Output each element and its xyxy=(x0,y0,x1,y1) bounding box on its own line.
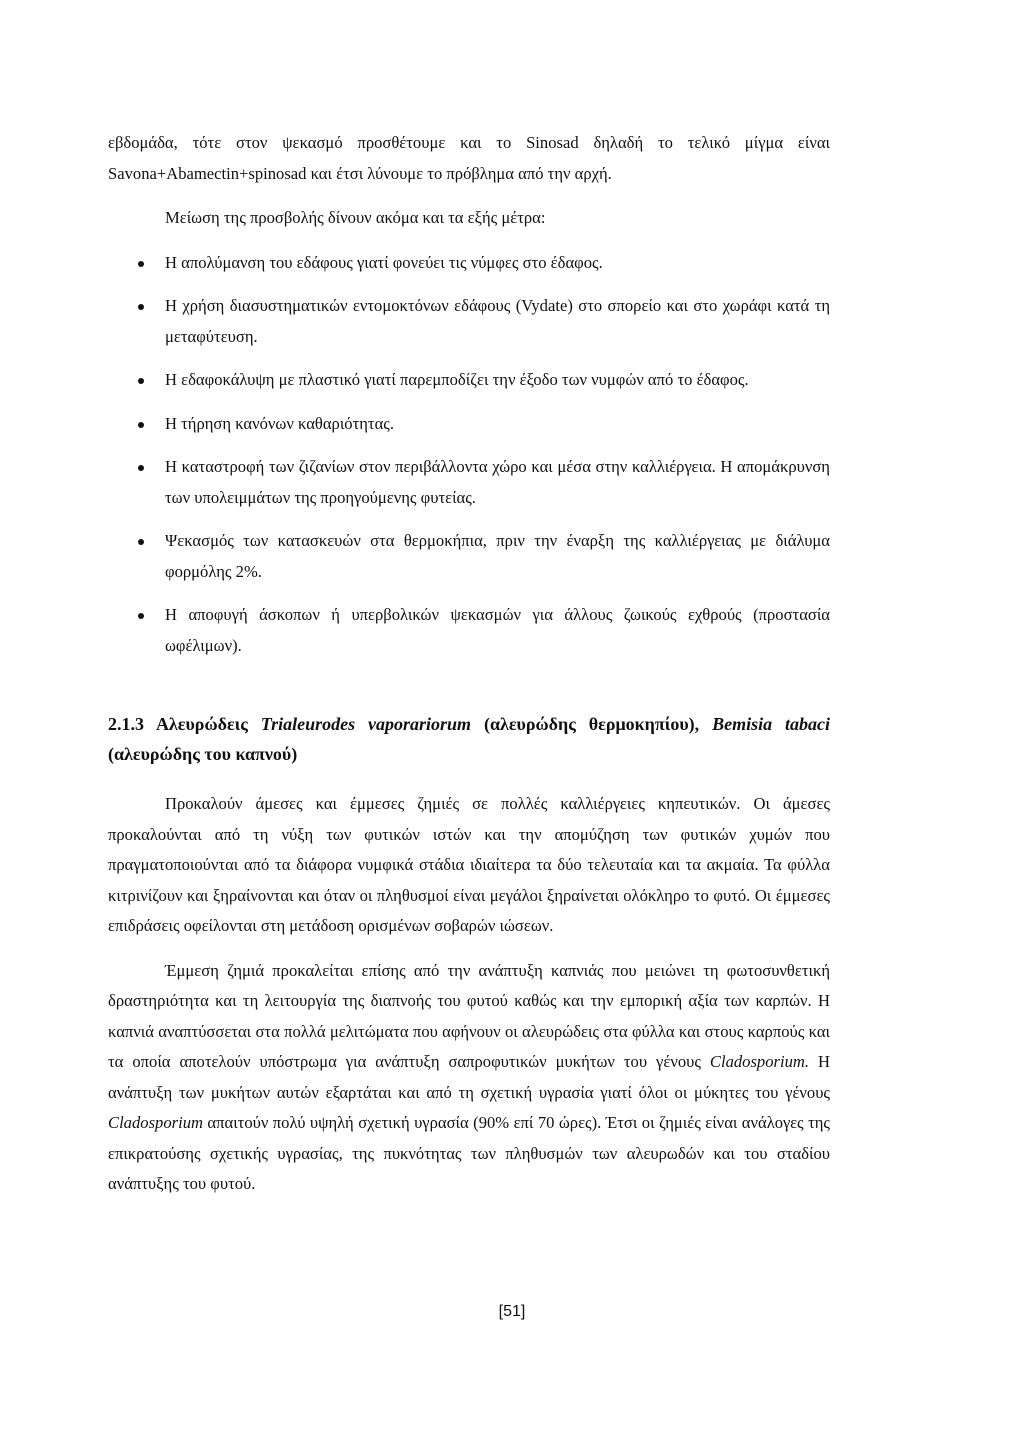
measures-list xyxy=(108,248,830,662)
bullet-icon xyxy=(138,422,144,428)
measure-item xyxy=(108,452,830,513)
species-name-2: Bemisia tabaci xyxy=(712,714,831,734)
common-name-1: (αλευρώδης θερμοκηπίου), xyxy=(483,714,700,734)
bullet-icon xyxy=(138,613,144,619)
bullet-icon xyxy=(138,378,144,384)
document-page xyxy=(108,128,830,1200)
paragraph-text: απαιτούν πολύ υψηλή σχετική υγρασία (90% επί 70 ώρες). Έτσι οι ζημιές είναι ανάλογες της επικρατούσης σχετικής υγρασίας, της πυκνότητας των πληθυσμών των αλευρωδών και του σταδίου ανάπτυξης του φυτού. xyxy=(108,1113,830,1193)
measure-text: Η καταστροφή των ζιζανίων στον περιβάλλοντα χώρο και μέσα στην καλλιέργεια. Η απομάκρυνση των υπολειμμάτων της προηγούμενης φυτείας. xyxy=(165,457,830,507)
section-title: Αλευρώδεις xyxy=(155,714,248,734)
intro-continuation: εβδομάδα, τότε στον ψεκασμό προσθέτουμε και το Sinosad δηλαδή το τελικό μίγμα είναι Savona+Abamectin+spinosad και έτσι λύνουμε το πρόβλημα από την αρχή. xyxy=(108,133,830,183)
measure-item xyxy=(108,409,830,440)
paragraph-text: Έμμεση ζημιά προκαλείται επίσης από την ανάπτυξη καπνιάς που μειώνει τη φωτοσυνθετική δραστηριότητα και τη λειτουργία της διαπνοής του φυτού καθώς και την εμπορική αξία των καρπών. Η καπνιά αναπτύσσεται στα πολλά μελιτώματα που αφήνουν οι αλευρώδεις στα φύλλα και στους καρπούς και τα οποία αποτελούν υπόστρωμα για ανάπτυξη σαπροφυτικών μυκήτων του γένους xyxy=(108,960,830,1071)
measure-item xyxy=(108,248,830,279)
genus-name: Cladosporium. xyxy=(709,1052,810,1071)
measure-text: Η εδαφοκάλυψη με πλαστικό γιατί παρεμποδίζει την έξοδο των νυμφών από το έδαφος. xyxy=(165,370,749,389)
page-number: [51] xyxy=(498,1303,526,1320)
measure-text: Η απολύμανση του εδάφους γιατί φονεύει τις νύμφες στο έδαφος. xyxy=(165,252,603,272)
section-number: 2.1.3 xyxy=(108,714,144,734)
paragraph-damage: Προκαλούν άμεσες και έμμεσες ζημιές σε πολλές καλλιέργειες κηπευτικών. Οι άμεσες προκαλούνται από τη νύξη των φυτικών ιστών και την απομύζηση των φυτικών χυμών που πραγματοποιούνται από τα διάφορα νυμφικά στάδια ιδιαίτερα τα δύο τελευταία και τα ακμαία. Τα φύλλα κιτρινίζουν και ξηραίνονται και όταν οι πληθυσμοί είναι μεγάλοι ξηραίνεται ολόκληρο το φυτό. Οι έμμεσες επιδράσεις οφείλονται στη μετάδοση ορισμένων σοβαρών ιώσεων. xyxy=(108,794,830,935)
paragraph-text: Η ανάπτυξη των μυκήτων αυτών εξαρτάται και από τη σχετική υγρασία γιατί όλοι οι μύκητες του γένους xyxy=(108,1052,830,1102)
measures-intro: Μείωση της προσβολής δίνουν ακόμα και τα εξής μέτρα: xyxy=(165,208,546,227)
measure-text: Η χρήση διασυστηματικών εντομοκτόνων εδάφους (Vydate) στο σπορείο και στο χωράφι κατά τη μεταφύτευση. xyxy=(165,296,830,346)
section-heading xyxy=(108,709,830,769)
bullet-icon xyxy=(138,539,144,545)
measure-text: Η τήρηση κανόνων καθαριότητας. xyxy=(165,413,395,433)
bullet-icon xyxy=(138,304,144,310)
measure-item xyxy=(108,291,830,352)
paragraph-sooty-mold xyxy=(108,956,830,1200)
measure-item xyxy=(108,365,830,396)
measure-text: Η αποφυγή άσκοπων ή υπερβολικών ψεκασμών για άλλους ζωικούς εχθρούς (προστασία ωφέλιμων). xyxy=(165,605,830,655)
common-name-2: (αλευρώδης του καπνού) xyxy=(108,744,298,764)
measure-item xyxy=(108,600,830,661)
bullet-icon xyxy=(138,261,144,267)
measure-text: Ψεκασμός των κατασκευών στα θερμοκήπια, πριν την έναρξη της καλλιέργειας με διάλυμα φορμόλης 2%. xyxy=(165,531,830,581)
species-name-1: Trialeurodes vaporariorum xyxy=(260,714,472,734)
genus-name: Cladosporium xyxy=(108,1113,203,1132)
bullet-icon xyxy=(138,465,144,471)
measure-item xyxy=(108,526,830,587)
